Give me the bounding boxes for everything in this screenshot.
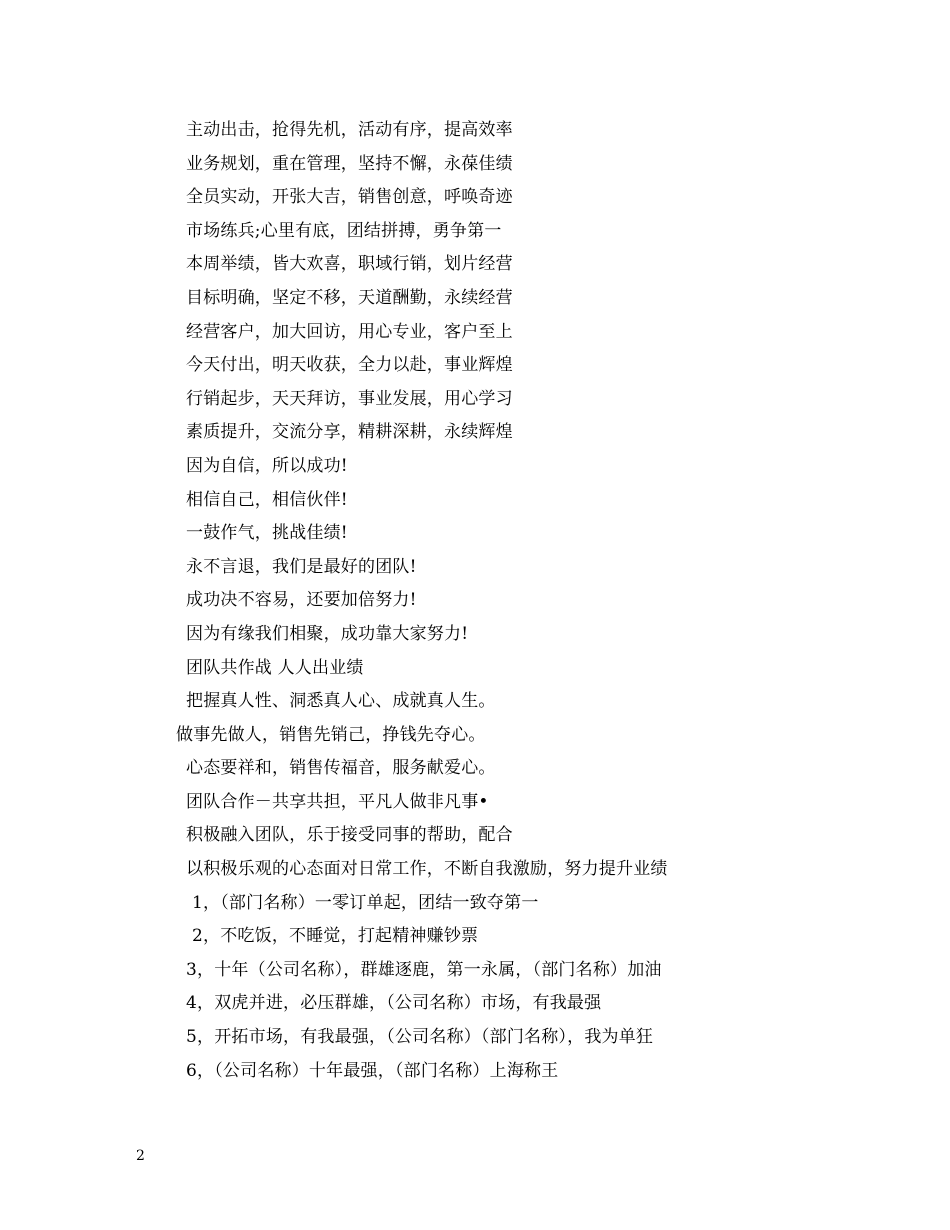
slogan-line: 积极融入团队，乐于接受同事的帮助，配合	[186, 825, 513, 846]
slogan-line: 相信自己，相信伙伴!	[186, 489, 348, 510]
slogan-line: 因为自信，所以成功!	[186, 455, 348, 476]
slogan-line: 行销起步，天天拜访，事业发展，用心学习	[186, 388, 513, 409]
slogan-line: 把握真人性、洞悉真人心、成就真人生。	[186, 691, 496, 712]
slogan-line: 永不言退，我们是最好的团队!	[186, 556, 417, 577]
slogan-line: 今天付出，明天收获，全力以赴，事业辉煌	[186, 355, 513, 376]
slogan-line: 一鼓作气，挑战佳绩!	[186, 523, 348, 544]
slogan-line: 全员实动，开张大吉，销售创意，呼唤奇迹	[186, 187, 513, 208]
numbered-slogan-line: 3，十年（公司名称），群雄逐鹿，第一永属，（部门名称）加油	[186, 959, 662, 980]
slogan-list	[0, 114, 950, 1088]
page-number: 2	[136, 1148, 145, 1164]
slogan-line: 目标明确，坚定不移，天道酬勤，永续经营	[186, 287, 513, 308]
slogan-line: 成功决不容易，还要加倍努力!	[186, 590, 417, 611]
numbered-slogan-line: 6，（公司名称）十年最强，（部门名称）上海称王	[186, 1060, 559, 1081]
slogan-line: 主动出击，抢得先机，活动有序，提高效率	[186, 120, 513, 140]
slogan-line: 素质提升，交流分享，精耕深耕，永续辉煌	[186, 422, 513, 443]
slogan-line: 心态要祥和，销售传福音，服务献爱心。	[186, 758, 496, 779]
numbered-slogan-line: 5，开拓市场，有我最强，（公司名称）（部门名称），我为单狂	[186, 1027, 654, 1048]
slogan-line: 团队合作－共享共担，平凡人做非凡事•	[186, 791, 489, 812]
numbered-slogan-line: 4，双虎并进，必压群雄，（公司名称）市场，有我最强	[186, 993, 602, 1014]
slogan-line: 以积极乐观的心态面对日常工作，不断自我激励，努力提升业绩	[186, 859, 668, 880]
numbered-slogan-line: 2，不吃饭，不睡觉，打起精神赚钞票	[192, 926, 479, 947]
slogan-line: 经营客户，加大回访，用心专业，客户至上	[186, 321, 513, 342]
slogan-line: 业务规划，重在管理，坚持不懈，永葆佳绩	[186, 153, 513, 174]
slogan-line: 团队共作战 人人出业绩	[186, 657, 364, 678]
numbered-slogan-line: 1，（部门名称）一零订单起，团结一致夺第一	[192, 892, 539, 913]
slogan-line: 市场练兵;心里有底，团结拼搏，勇争第一	[186, 220, 502, 241]
slogan-line: 做事先做人，销售先销己，挣钱先夺心。	[176, 724, 486, 745]
slogan-line: 本周举绩，皆大欢喜，职域行销，划片经营	[186, 254, 513, 275]
slogan-line: 因为有缘我们相聚，成功靠大家努力!	[186, 623, 469, 644]
